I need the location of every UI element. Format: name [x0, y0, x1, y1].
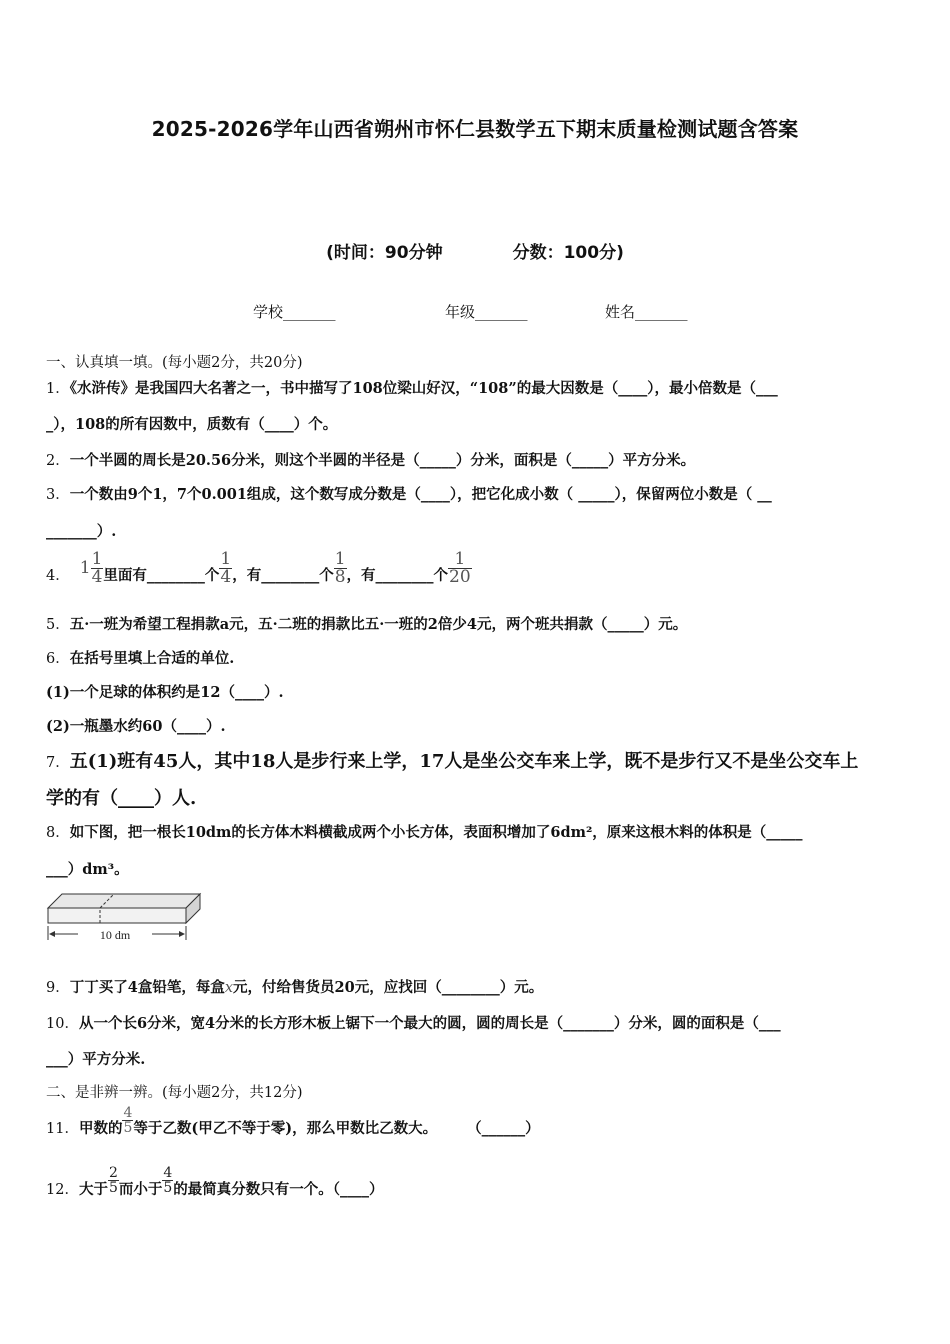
question-9 [46, 976, 543, 997]
question-text: 五(1)班有45人，其中18人是步行来上学，17人是坐公交车来上学，既不是步行又不是坐公交车上 [69, 751, 859, 772]
wood-block-figure [44, 888, 206, 946]
question-number: 7． [46, 755, 70, 771]
fraction-4-5: $\frac{4}{5}$ [163, 1164, 173, 1196]
figure-length-label: 10 dm [99, 928, 131, 942]
question-text: 一个半圆的周长是20.56分米，则这个半圆的半径是（_____）分米，面积是（_____）平方分米。 [69, 452, 696, 469]
section-heading-1: 一、认真填一填。(每小题2分，共20分) [46, 355, 303, 371]
question-text: 的最简真分数只有一个。（____） [173, 1180, 384, 1198]
mixed-whole: 1 [79, 558, 91, 578]
question-text: 里面有________个 [103, 566, 220, 584]
question-text: 从一个长6分米，宽4分米的长方形木板上锯下一个最大的圆，圆的周长是（_______）分米，圆的面积是（___ [78, 1015, 781, 1032]
exam-score: 分数：100分) [512, 243, 624, 263]
question-5 [46, 613, 687, 634]
question-8-line-1 [46, 821, 803, 842]
question-6-sub-1: (1)一个足球的体积约是12（____）. [46, 684, 284, 701]
question-text: 等于乙数(甲乙不等于零)，那么甲数比乙数大。 [133, 1119, 438, 1137]
question-number: 6． [46, 651, 70, 667]
question-6-sub-2: (2)一瓶墨水约60（____）. [46, 718, 226, 735]
question-text: ，有________个 [232, 566, 334, 584]
page-title: 2025-2026学年山西省朔州市怀仁县数学五下期末质量检测试题含答案 [151, 117, 799, 141]
question-1-line-1 [46, 377, 778, 398]
question-number: 5． [46, 617, 70, 633]
fraction-4: $\frac{1}{20}$ [449, 548, 471, 587]
question-number: 9． [46, 980, 70, 996]
exam-meta [0, 238, 950, 263]
question-number: 3． [46, 487, 70, 503]
question-number: 8． [46, 825, 70, 841]
question-6 [46, 647, 234, 668]
question-11 [46, 1100, 540, 1140]
question-text: 甲数的 [78, 1119, 123, 1137]
question-number: 11． [46, 1120, 79, 1137]
question-number: 12． [46, 1181, 79, 1198]
question-text: 如下图，把一根长10dm的长方体木料横截成两个小长方体，表面积增加了6dm²，原来这根木料的体积是（_____ [69, 824, 803, 841]
question-2 [46, 449, 695, 470]
exam-time: (时间：90分钟 [326, 243, 443, 263]
variable-x: x [224, 980, 234, 996]
question-10-line-1 [46, 1012, 781, 1033]
section-heading-2: 二、是非辨一辨。(每小题2分，共12分) [46, 1085, 303, 1101]
question-text: 一个数由9个1，7个0.001组成，这个数写成分数是（____），把它化成小数（ _____），保留两位小数是（ __ [69, 486, 772, 503]
question-10-line-2: ___）平方分米. [46, 1051, 146, 1068]
fraction-2-5: $\frac{2}{5}$ [108, 1164, 118, 1196]
question-text: 元，付给售货员20元，应找回（________）元。 [233, 979, 544, 996]
question-4 [46, 548, 472, 588]
fraction-3: $\frac{1}{8}$ [334, 548, 346, 587]
question-7-line-2: 学的有（____）人. [46, 788, 197, 809]
question-number: 4． [46, 567, 70, 584]
name-field[interactable]: 姓名_______ [605, 303, 688, 321]
question-number: 10． [46, 1016, 79, 1032]
question-12 [46, 1158, 384, 1202]
fraction-1: $\frac{1}{4}$ [91, 548, 103, 587]
question-text: 五·一班为希望工程捐款a元，五·二班的捐款比五·一班的2倍少4元，两个班共捐款（_____）元。 [69, 616, 688, 633]
question-text: 而小于 [118, 1180, 163, 1198]
question-8-line-2: ___）dm³。 [46, 861, 129, 878]
question-text: 大于 [78, 1180, 108, 1198]
question-text: 丁丁买了4盒铅笔，每盒 [69, 979, 225, 996]
question-number: 1． [46, 381, 70, 397]
question-3-line-2: _______）. [46, 523, 117, 540]
grade-field[interactable]: 年级_______ [445, 303, 528, 321]
question-text: 在括号里填上合适的单位. [69, 650, 235, 667]
question-text: 《水浒传》是我国四大名著之一，书中描写了108位梁山好汉，“108”的最大因数是（____），最小倍数是（___ [69, 380, 778, 397]
school-field[interactable]: 学校_______ [253, 303, 336, 321]
question-7-line-1 [46, 747, 858, 773]
fraction-2: $\frac{1}{4}$ [220, 548, 232, 587]
fraction-4-5: $\frac{4}{5}$ [123, 1104, 133, 1136]
answer-blank[interactable]: （______） [467, 1119, 540, 1137]
question-number: 2． [46, 453, 70, 469]
question-3-line-1 [46, 483, 772, 504]
question-1-line-2: _），108的所有因数中，质数有（____）个。 [46, 416, 338, 433]
question-text: ，有________个 [346, 566, 449, 584]
